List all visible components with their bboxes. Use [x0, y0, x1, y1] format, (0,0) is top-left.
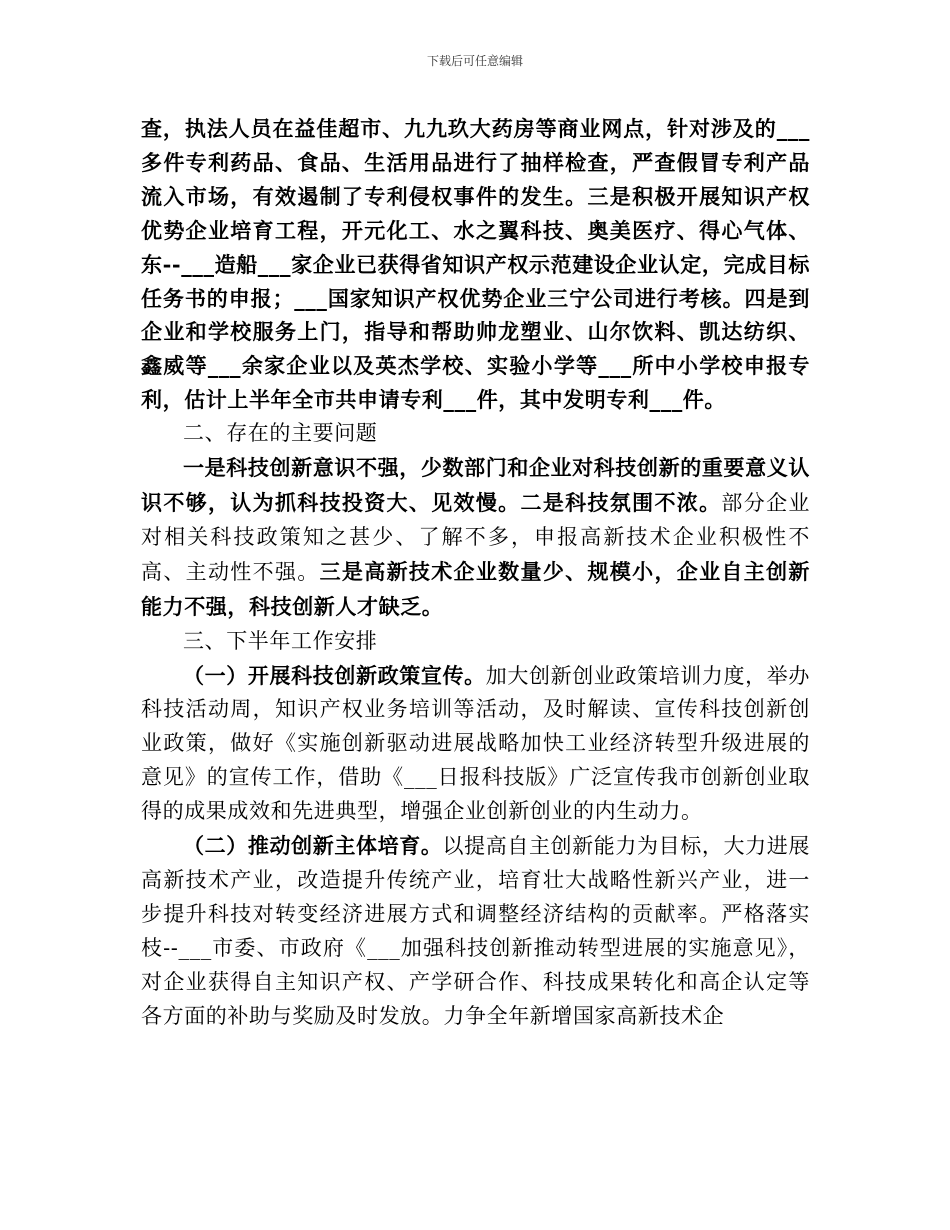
section-heading-problems: 二、存在的主要问题 [183, 421, 378, 446]
innovation-cultivation-lead: （二）推动创新主体培育。 [183, 833, 443, 859]
paragraph-problems [141, 451, 810, 625]
problems-part-3: 三是高新技术企业数量少、规模小，企业自主创新能力不强，科技创新人才缺乏。 [141, 558, 810, 619]
problems-part-1: 一是科技创新意识不强，少数部门和企业对科技创新的重要意义认识不够，认为抓科技投资大、见效慢。二是科技氛围不浓。 [141, 455, 810, 515]
document-body [141, 112, 810, 1033]
paragraph-policy-promotion [141, 659, 810, 830]
page-header: 下载后可任意编辑 [426, 54, 523, 68]
section-heading-plan: 三、下半年工作安排 [183, 628, 378, 653]
innovation-cultivation-body: 以提高自主创新能力为目标，大力进展高新技术产业，改造提升传统产业，培育壮大战略性新兴产业，进一步提升科技对转变经济进展方式和调整经济结构的贡献率。严格落实枝--___市委、市政府《___加强科技创新推动转型进展的实施意见》，对企业获得自主知识产权、产学研合作、科技成果转化和高企认定等各方面的补助与奖励及时发放。力争全年新增国家高新技术企 [141, 834, 810, 1028]
policy-promotion-lead: （一）开展科技创新政策宣传。 [183, 662, 486, 688]
problems-part-2: 部分企业对相关科技政策知之甚少、了解不多，申报高新技术企业积极性不高、主动性不强。 [141, 490, 810, 584]
paragraph-patent-work: 查，执法人员在益佳超市、九九玖大药房等商业网点，针对涉及的___多件专利药品、食品、生活用品进行了抽样检查，严查假冒专利产品流入市场，有效遏制了专利侵权事件的发生。三是积极开展知识产权优势企业培育工程，开元化工、水之翼科技、奥美医疗、得心气体、东--___造船___家企业已获得省知识产权示范建设企业认定，完成目标任务书的申报；___国家知识产权优势企业三宁公司进行考核。四是到企业和学校服务上门，指导和帮助帅龙塑业、山尔饮料、凯达纺织、鑫威等___余家企业以及英杰学校、实验小学等___所中小学校申报专利，估计上半年全市共申请专利___件，其中发明专利___件。 [141, 116, 810, 413]
policy-promotion-body: 加大创新创业政策培训力度，举办科技活动周，知识产权业务培训等活动，及时解读、宣传科技创新创业政策，做好《实施创新驱动进展战略加快工业经济转型升级进展的意见》的宣传工作，借助《___日报科技版》广泛宣传我市创新创业取得的成果成效和先进典型，增强企业创新创业的内生动力。 [141, 663, 810, 824]
paragraph-innovation-cultivation [141, 829, 810, 1033]
